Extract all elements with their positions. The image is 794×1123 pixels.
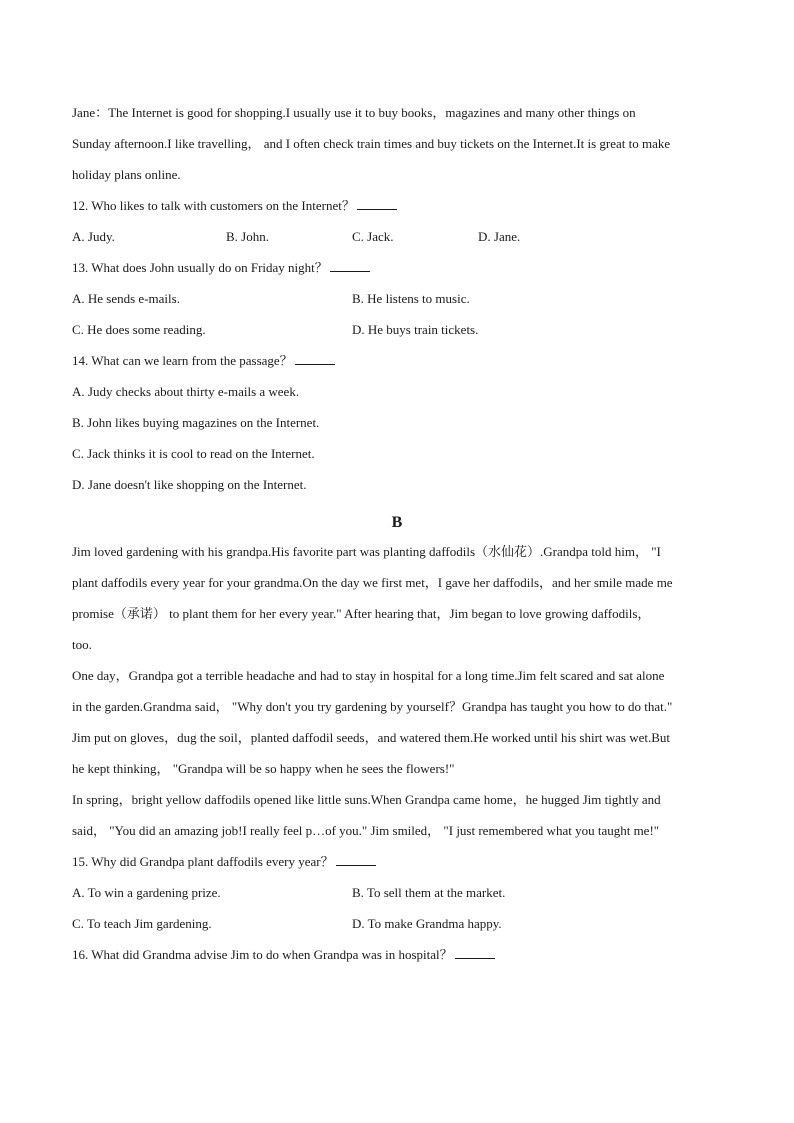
option-d[interactable]: D. Jane.	[478, 229, 521, 244]
option-a[interactable]: A. Judy checks about thirty e-mails a week.	[72, 384, 300, 399]
answer-blank[interactable]	[455, 944, 495, 959]
passage-b-line: plant daffodils every year for your grandma.On the day we first met，I gave her daffodils，and her smile made me	[72, 575, 673, 590]
option-b[interactable]: B. John likes buying magazines on the Internet.	[72, 415, 320, 430]
option-a[interactable]: A. To win a gardening prize.	[72, 885, 221, 900]
option-c[interactable]: C. To teach Jim gardening.	[72, 916, 212, 931]
answer-blank[interactable]	[357, 195, 397, 210]
question-15-options-row2	[72, 913, 722, 944]
passage-b-line: One day，Grandpa got a terrible headache and had to stay in hospital for a long time.Jim felt scared and sat alone	[72, 668, 665, 683]
passage-b-line: Jim loved gardening with his grandpa.His favorite part was planting daffodils（水仙花）.Grandpa told him， "I	[72, 544, 661, 559]
question-12-options	[72, 226, 722, 257]
passage-b-line: in the garden.Grandma said， "Why don't you try gardening by yourself？Grandpa has taught you how to do that."	[72, 699, 673, 714]
option-c[interactable]: C. He does some reading.	[72, 322, 206, 337]
question-16: 16. What did Grandma advise Jim to do when Grandpa was in hospital？	[72, 944, 722, 975]
passage-b-line: said， "You did an amazing job!I really feel p…of you." Jim smiled， "I just remembered what you taught me!"	[72, 823, 660, 838]
option-b[interactable]: B. John.	[226, 229, 269, 244]
option-b[interactable]: B. He listens to music.	[352, 291, 470, 306]
option-b[interactable]: B. To sell them at the market.	[352, 885, 506, 900]
passage-a-line: holiday plans online.	[72, 167, 181, 182]
option-d[interactable]: D. Jane doesn't like shopping on the Internet.	[72, 477, 307, 492]
answer-blank[interactable]	[295, 350, 335, 365]
question-15-options-row1	[72, 882, 722, 913]
option-a[interactable]: A. Judy.	[72, 229, 115, 244]
option-d[interactable]: D. To make Grandma happy.	[352, 916, 502, 931]
passage-a-line: Sunday afternoon.I like travelling， and I often check train times and buy tickets on the Internet.It is great to make	[72, 136, 671, 151]
question-14: 14. What can we learn from the passage？	[72, 350, 722, 381]
option-c[interactable]: C. Jack thinks it is cool to read on the Internet.	[72, 446, 315, 461]
option-c[interactable]: C. Jack.	[352, 229, 394, 244]
passage-b-line: Jim put on gloves，dug the soil，planted daffodil seeds，and watered them.He worked until his shirt was wet.But	[72, 730, 671, 745]
passage-b-line: too.	[72, 637, 92, 652]
option-d[interactable]: D. He buys train tickets.	[352, 322, 479, 337]
question-15: 15. Why did Grandpa plant daffodils every year？	[72, 851, 722, 882]
question-13-options-row2	[72, 319, 722, 350]
question-13: 13. What does John usually do on Friday night？	[72, 257, 722, 288]
passage-b-line: he kept thinking， "Grandpa will be so happy when he sees the flowers!"	[72, 761, 455, 776]
worksheet-page	[72, 102, 722, 975]
passage-b-line: promise（承诺） to plant them for her every year." After hearing that，Jim began to love growing daffodils，	[72, 606, 651, 621]
answer-blank[interactable]	[330, 257, 370, 272]
question-12: 12. Who likes to talk with customers on the Internet？	[72, 195, 722, 226]
question-13-options-row1	[72, 288, 722, 319]
answer-blank[interactable]	[336, 851, 376, 866]
option-a[interactable]: A. He sends e-mails.	[72, 291, 180, 306]
section-b-title: B	[391, 514, 403, 531]
passage-a-line: Jane：The Internet is good for shopping.I usually use it to buy books，magazines and many other things on	[72, 105, 636, 120]
passage-b-line: In spring，bright yellow daffodils opened like little suns.When Grandpa came home，he hugged Jim tightly and	[72, 792, 661, 807]
